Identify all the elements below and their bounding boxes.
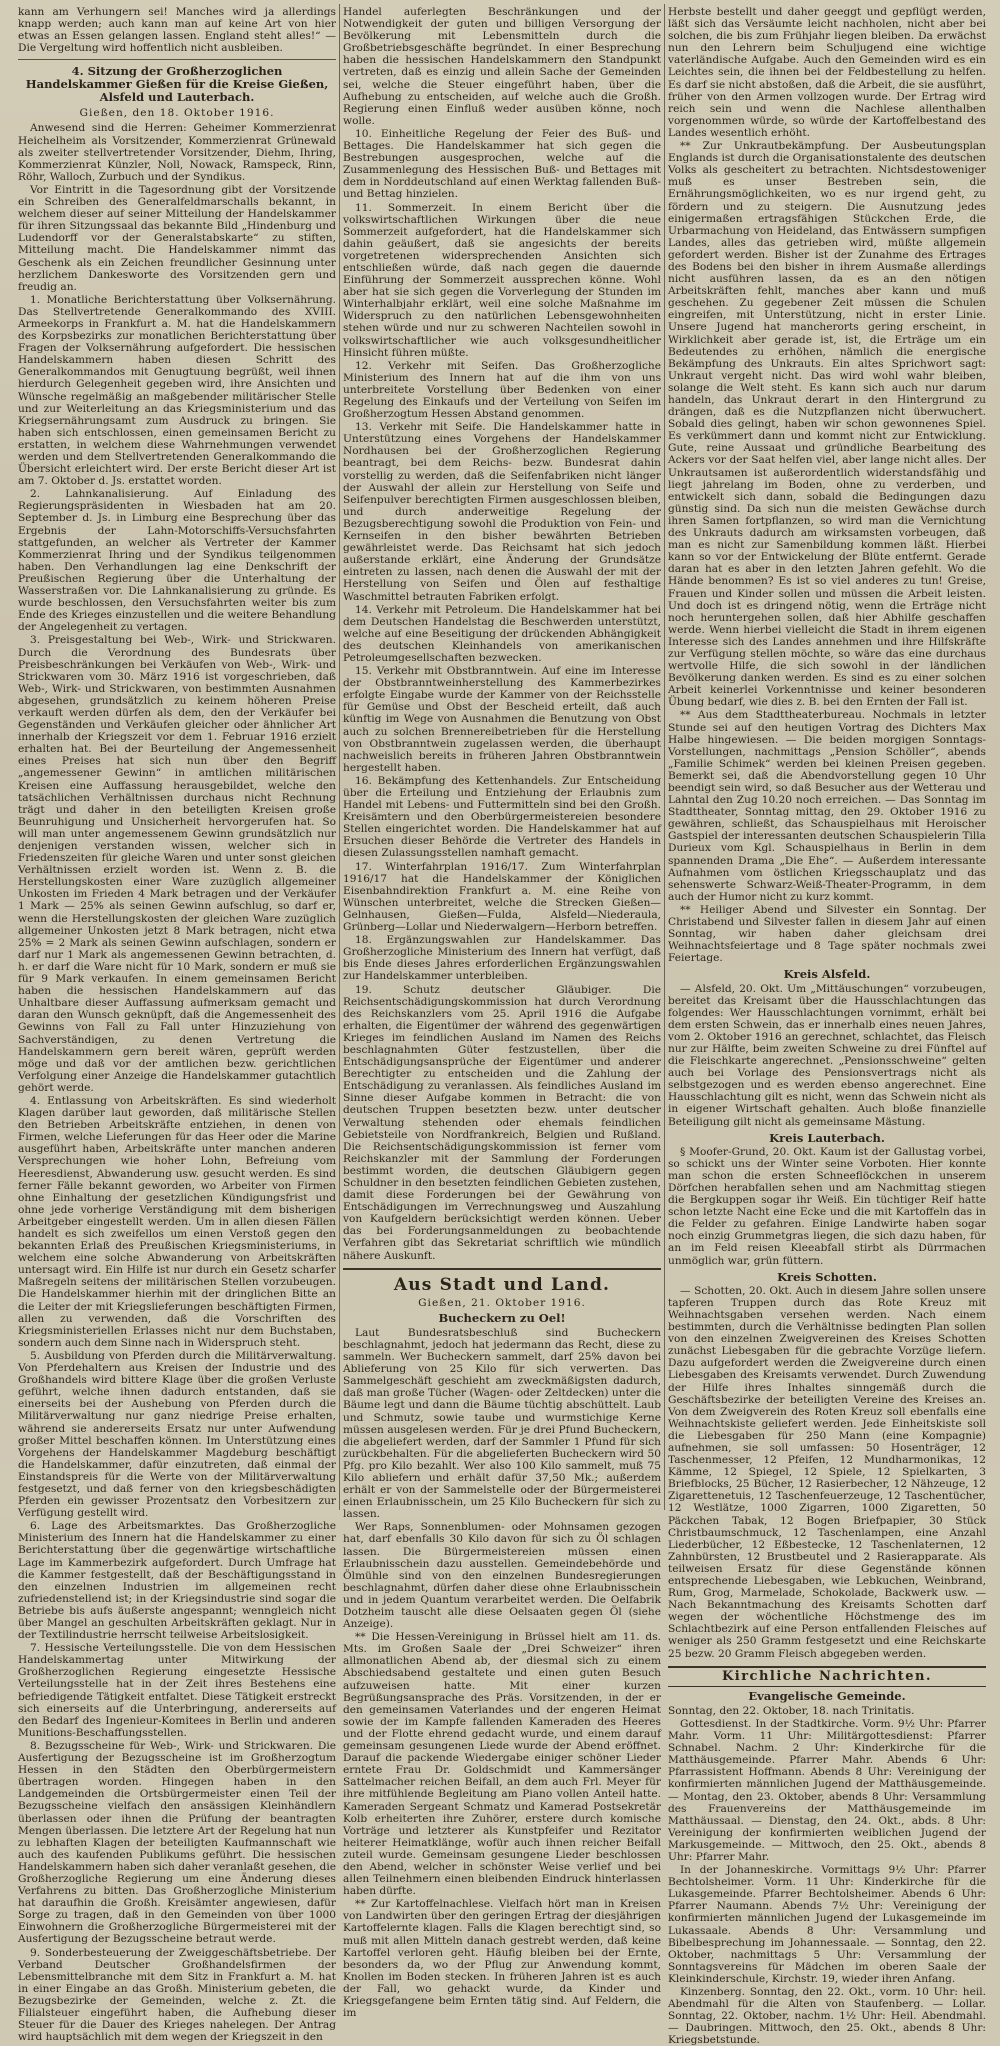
paragraph: 7. Hessische Verteilungsstelle. Die von dem Hessischen Handelskammertag unter Mitwirkung der Großherzoglichen Regierung eingesetzte Hessische Verteilungsstelle hat in der Zeit ihres Bestehens eine befriedigende Tätigkeit entfaltet. Diese Tätigkeit erstreckt sich einerseits auf die Unterbringung, andererseits auf den Bedarf des Ingenieur-Komitees in Berlin und anderen Munitions-Beschaffungsstellen. [18, 1642, 336, 1739]
paragraph: 3. Preisgestaltung bei Web-, Wirk- und Strickwaren. Durch die Verordnung des Bundesrats über Preisbeschränkungen bei Verkäufen von Web-, Wirk- und Strickwaren vom 30. März 1916 ist vorgeschrieben, daß Web-, Wirk- und Strickwaren, von bestimmten Ausnahmen abgesehen, grundsätzlich zu keinem höheren Preise verkauft werden dürfen als dem, den der Verkäufer bei Gegenständen und Verkäufen gleicher oder ähnlicher Art innerhalb der Kriegszeit vor dem 1. Februar 1916 erzielt erhalten hat. Bei der Beurteilung der Angemessenheit eines Preises hat sich nun über den Begriff „angemessener Gewinn“ in amtlichen militärischen Kreisen eine Auffassung herausgebildet, welche den tatsächlichen Verhältnissen durchaus nicht Rechnung trägt und daher in den beteiligten Kreisen große Beunruhigung und Unsicherheit hervorgerufen hat. So will man unter angemessenem Gewinn grundsätzlich nur denjenigen verstanden wissen, welcher sich in Friedenszeiten für gleiche Waren und unter sonst gleichen Verhältnissen erzielt worden ist. Wenn z. B. die Herstellungskosten einer Ware zuzüglich allgemeiner Unkosten im Frieden 4 Mark betragen und der Verkäufer 1 Mark — 25% als seinen Gewinn aufschlug, so darf er, wenn die Herstellungskosten der gleichen Ware zuzüglich allgemeiner Unkosten jetzt 8 Mark betragen, nicht etwa 25% = 2 Mark als seinen Gewinn aufschlagen, sondern er darf nur 1 Mark als angemessenen Gewinn betrachten, d. h. er darf die Ware nicht für 10 Mark, sondern er muß sie für 9 Mark verkaufen. In einem gemeinsamen Bericht haben die hessischen Handelskammern auf das Unhaltbare dieser Auffassung aufmerksam gemacht und daran den Wunsch geknüpft, daß die Angemessenheit des Gewinns von Fall zu Fall unter Hinzuziehung von Sachverständigen, zu denen Vertretung die Handelskammern gern bereit wären, geprüft werden möge und daß vor der amtlichen bezw. gerichtlichen Verfolgung einer Anzeige die Handelskammer gutachtlich gehört werde. [18, 634, 336, 1094]
paragraph: 1. Monatliche Berichterstattung über Volksernährung. Das Stellvertretende Generalkommando des XVIII. Armeekorps in Frankfurt a. M. hat die Handelskammern des Korpsbezirks zur monatlichen Berichterstattung über Fragen der Volksernährung aufgefordert. Die hessischen Handelskammern haben diesen Schritt des Generalkommandos mit Genugtuung begrüßt, weil ihnen hierdurch Gelegenheit gegeben wird, ihre Ansichten und Wünsche regelmäßig an maßgebender militärischer Stelle und zur Weiterleitung an das Kriegsministerium und das Kriegsernährungsamt zum Ausdruck zu bringen. Sie haben sich entschlossen, einen gemeinsamen Bericht zu erstatten, in welchem diese Wahrnehmungen verwendet werden und dem Stellvertretenden Generalkommando die Übersicht erleichtert wird. Der erste Bericht dieser Art ist am 7. Oktober d. Js. erstattet worden. [18, 293, 336, 488]
paragraph: Laut Bundesratsbeschluß sind Bucheckern beschlagnahmt, jedoch hat jedermann das Recht, diese zu sammeln. Wer Bucheckern sammelt, darf 25% davon bei Ablieferung von 25 Kilo für sich verwerten. Das Sammelgeschäft geschieht am zweckmäßigsten dadurch, daß man große Tücher (Wagen- oder Zeltdecken) unter die Bäume legt und dann die Bäume tüchtig abschüttelt. Laub und Schmutz, sowie taube und wurmstichige Kerne müssen ausgelesen werden. Für je drei Pfund Bucheckern, die abgeliefert werden, darf der Sammler 1 Pfund für sich zurückbehalten. Für die abgelieferten Bucheckern wird 50 Pfg. pro Kilo bezahlt. Wer also 100 Kilo sammelt, muß 75 Kilo abliefern und erhält dafür 37,50 Mk.; außerdem erhält er von der Sammelstelle oder der Bürgermeisterei einen Erlaubnisschein, um 25 Kilo Bucheckern für sich zu lassen. [343, 1326, 661, 1521]
paragraph: ** Aus dem Stadttheaterbureau. Nochmals in letzter Stunde sei auf den heutigen Vortrag des Dichters Max Halbe hingewiesen. — Die beiden morgigen Sonntags-Vorstellungen, nachmittags „Pension Schöller“, abends „Familie Schimek“ werden bei kleinen Preisen gegeben. Bemerkt sei, daß die Abendvorstellung gegen 10 Uhr beendigt sein wird, so daß Besucher aus der Wetterau und Lahntal den Zug 10.20 noch erreichen. — Das Sonntag im Stadttheater, Sonntag mittag, den 29. Oktober 1916 zu gewähren, schließt, das Schauspielhaus mit Heroischer Gastspiel der interessanten deutschen Schauspielerin Tilla Durieux vom Kgl. Schauspielhaus in Berlin in dem spannenden Drama „Die Ehe“. — Außerdem interessante Aufnahmen vom östlichen Kriegsschauplatz und das sehenswerte Schwarz-Weiß-Theater-Programm, in dem auch der Humor nicht zu kurz kommt. [668, 709, 986, 903]
paragraph: — Alsfeld, 20. Okt. Um „Mittäuschungen“ vorzubeugen, bereitet das Kreisamt über die Hausschlachtungen das folgendes: Wer Hausschlachtungen vornimmt, erhält bei dem ersten Schwein, das er innerhalb eines neuen Jahres, vom 2. Oktober 1916 an gerechnet, schlachtet, das Fleisch nur zur Hälfte, beim zweiten Schweine zu drei Fünftel auf die Fleischkarte angerechnet. „Pensionsschweine“ gelten auch bei Vorlage des Pensionsvertrags nicht als selbstgezogen und es werden ebenso angerechnet. Eine Hausschlachtung gilt es nicht, wenn das Schwein nicht als in eigener Wirtschaft gehalten. Auch bloße finanzielle Beteiligung gilt nicht als gemeinsame Mästung. [668, 982, 986, 1128]
column-middle [343, 6, 661, 2020]
paragraph: § Moofer-Grund, 20. Okt. Kaum ist der Gallustag vorbei, so schickt uns der Winter seine Vorboten. Hier konnte man schon die ersten Schneeflöckchen in unserem Dörfchen herabfallen sehen und am Nachmittag stiegen die Bergkuppen sogar ihr Weiß. Ein tüchtiger Reif hatte schon letzte Nacht eine Ecke und die mit Kartoffeln das in die Felder zu gefahren. Einige Landwirte haben sogar noch einzig Grummetgras liegen, die sich dazu haben, für an im Feld reisen Kleeabfall stirbt als Dürrmachen unmöglich war, grün füttern. [668, 1145, 986, 1267]
paragraph: ** Zur Kartoffelnachlese. Vielfach hört man in Kreisen von Landwirten über den geringen Ertrag der diesjährigen Kartoffelernte klagen. Falls die Klagen berechtigt sind, so muß mit allen Mitteln danach gestrebt werden, daß keine Kartoffel verloren geht. Häufig bleiben bei der Ernte, besonders da, wo der Pflug zur Anwendung kommt, Knollen im Boden stecken. In früheren Jahren ist es auch der Fall, wo gehackt wurde, da Kinder und Kriegsgefangene beim Ernten tätig sind. Auf Feldern, die im [343, 1898, 661, 2020]
paragraph: 11. Sommerzeit. In einem Bericht über die volkswirtschaftlichen Wirkungen über die neue Sommerzeit aufgefordert, hat die Handelskammer sich dahin geäußert, daß sie angesichts der bereits vorgetretenen widersprechenden Ansichten sich entschließen würde, daß nach gegen die dauernde Einführung der Sommerzeit aussprechen könne. Wohl aber hat sie sich gegen die Vorverlegung der Stunden im Winterhalbjahr erklärt, weil eine solche Maßnahme im Widerspruch zu den natürlichen Lebensgewohnheiten stehen würde und nur zu schweren Nachteilen sowohl in volkswirtschaftlicher wie auch volksgesundheitlicher Hinsicht führen müßte. [343, 201, 661, 359]
church-news-title: Kirchliche Nachrichten. [668, 1666, 986, 1687]
paragraph: 6. Lage des Arbeitsmarktes. Das Großherzogliche Ministerium des Innern hat die Handelskammer zu einer Berichterstattung über die gegenwärtige wirtschaftliche Lage im Kammerbezirk aufgefordert. Durch Umfrage hat die Kammer festgestellt, daß der Beschäftigungsstand in den einzelnen Industrien im allgemeinen recht zufriedenstellend ist; in der Kriegsindustrie sind sogar die Betriebe bis aufs äußerste angespannt; wenngleich nicht über Mangel an geschulten Arbeitskräften geklagt. Nur in der Textilindustrie herrscht teilweise Arbeitslosigkeit. [18, 1520, 336, 1642]
paragraph: ** Zur Unkrautbekämpfung. Der Ausbeutungsplan Englands ist durch die Organisationstalente des deutschen Volks als gescheitert zu betrachten. Nichtsdestoweniger muß es unser Bestreben sein, die Ernährungsmöglichkeiten, wo es nur irgend geht, zu fördern und zu steigern. Die Ausnutzung jedes einigermaßen ertragsfähigen Stückchen Erde, die Urbarmachung von Heideland, das Entwässern sumpfigen Landes, alles das getrieben wird, müßte allgemein gefordert werden. Bisher ist der Zunahme des Ertrages des Bodens bei den bisher in ihrem Ausmaße allerdings nicht ausführen lassen, da es an den nötigen Arbeitskräften fehlt, manches aber kann und muß geschehen. Zu gegebener Zeit müssen die Schulen eingreifen, mit Unterstützung, nicht in erster Linie. Unsere Jugend hat mancherorts gering erscheint, in Wirklichkeit aber gerade ist, ist, die Erträge um ein Bedeutendes zu erhöhen, nämlich die energische Bekämpfung des Unkrauts. Ein altes Sprichwort sagt: Unkraut vergeht nicht. Das wird wohl wahr bleiben, solange die Welt steht. Es kann sich auch nur darum handeln, das Unkraut derart in den Hintergrund zu drängen, daß es die Nutzpflanzen nicht überwuchert. Sobald dies gelingt, haben wir schon gewonnenes Spiel. Es verkümmert dann und kommt nicht zur Entwicklung. Gute, reine Aussaat und gründliche Bearbeitung des Ackers vor der Saat helfen viel, aber lange nicht alles. Der Unkrautsamen ist außerordentlich widerstandsfähig und liegt jahrelang im Boden, ohne zu verderben, und entwickelt sich dann, sobald die Bedingungen dazu günstig sind. Da sich nun die meisten Gewächse durch ihren Samen fortpflanzen, so wird man die Vernichtung des Unkrauts dadurch am wirksamsten vorbeugen, daß man es nicht zur Samenbildung kommen läßt. Hierbei kann so vor der Entwickelung der Blüte entfernt. Gerade daran hat es aber in den letzten Jahren gefehlt. Wo die Hände benommen? Es ist so viel anderes zu tun! Greise, Frauen und Kinder sollen und müssen die Arbeit leisten. Und doch ist es dringend nötig, wenn die Erträge nicht noch heruntergehen sollen, daß hier Abhilfe geschaffen werde. Wenn hierbei vielleicht die Stadt in ihrem eigenen Interesse sich des Landes annehmen und ihre Hilfskräfte zur Verfügung stellen möchte, so wäre das eine durchaus wertvolle Hilfe, die sich sowohl in der ländlichen Bevölkerung danken werden. Es sind es zu einer solchen Arbeit keinerlei Vorkenntnisse und keiner besonderen Übung bedarf, wie dies z. B. bei den Ernten der Fall ist. [668, 140, 986, 709]
paragraph: 4. Entlassung von Arbeitskräften. Es sind wiederholt Klagen darüber laut geworden, daß militärische Stellen den Betrieben Arbeitskräfte entziehen, in denen von Firmen, welche Lieferungen für das Heer oder die Marine ausgeführt haben, Arbeitskräfte unter manchen anderen Versprechungen wie hoher Lohn, Befreiung vom Heeresdienst, Abwanderung usw. gesucht werden. Es sind ferner Fälle bekannt geworden, wo Arbeiter von Firmen ohne Einhaltung der gesetzlichen Kündigungsfrist und ohne jede vorherige Verständigung mit dem bisherigen Arbeitgeber eingestellt werden. Um in allen diesen Fällen handelt es sich zweifellos um einen Verstoß gegen den bekannten Erlaß des Preußischen Kriegsministeriums, in welchem eine solche Abwanderung von Arbeitskräften untersagt wird. Ein Hilfe ist nur durch ein Gesetz scharfer Maßregeln seitens der militärischen Stellen vorzubeugen. Die Handelskammer hierhin mit der dringlichen Bitte an die Leiter der mit Kriegslieferungen beschäftigten Firmen, allen zu verwenden, daß die Vorschriften des Kriegsministeriellen Erlasses nicht nur dem Buchstaben, sondern auch dem Sinne nach in Widerspruch steht. [18, 1094, 336, 1349]
paragraph: 14. Verkehr mit Petroleum. Die Handelskammer hat bei dem Deutschen Handelstag die Beschwerden unterstützt, welche auf eine Beseitigung der drückenden Abhängigkeit des deutschen Kleinhandels von amerikanischen Petroleumgesellschaften bezwecken. [343, 603, 661, 664]
paragraph: In der Johanneskirche. Vormittags 9½ Uhr: Pfarrer Bechtolsheimer. Vorm. 11 Uhr: Kinderkirche für die Lukasgemeinde. Pfarrer Bechtolsheimer. Abends 6 Uhr: Pfarrer Naumann. Abends 7½ Uhr: Vereinigung der konfirmierten männlichen Jugend der Lukasgemeinde im Lukassaale. Abends 8 Uhr: Versammlung und Bibelbesprechung im Johannessaale. — Sonntag, den 22. Oktober, nachmittags 5 Uhr: Versammlung der Sonntagsvereins für Mädchen im oberen Saale der Kleinkinderschule, Kirchstr. 19, wieder ihren Anfang. [668, 1864, 986, 1985]
column-rule [664, 4, 665, 1510]
article-intro: kann am Verhungern sei! Manches wird ja allerdings knapp werden; auch kann man auf keine Art von hier etwas an Essen gelangen lassen. England steht alles!“ — Die Vergeltung wird hoffentlich nicht ausbleiben. [18, 6, 336, 55]
paragraph: Herbste bestellt und daher geeggt und gepflügt werden, läßt sich das Versäumte leicht nachholen, nicht aber bei solchen, die bis zum Frühjahr liegen bleiben. Da erwächst nun den Lehrern beim Schuljugend eine wichtige vaterländische Aufgabe. Auch den Gemeinden wird es ein Leichtes sein, die ihnen bei der Feldbestellung zu helfen. Es darf sie nicht abstoßen, daß die Arbeit, die sie ausführt, früher von den Armen vollzogen wurde. Der Ertrag wird reich sein und wenn die Nachlese allenthalben vorgenommen würde, so würde der Kartoffelbestand des Landes wesentlich erhöht. [668, 6, 986, 139]
paragraph: ** Heiliger Abend und Silvester ein Sonntag. Der Christabend und Silvester fallen in diesem Jahr auf einen Sonntag, wir haben daher gleichsam drei Weihnachtsfeiertage und 8 Tage später nochmals zwei Feiertage. [668, 903, 986, 965]
paragraph: 18. Ergänzungswahlen zur Handelskammer. Das Großherzogliche Ministerium des Innern hat verfügt, daß bis Ende dieses Jahres erforderlichen Ergänzungswahlen zur Handelskammer unterbleiben. [343, 934, 661, 983]
paragraph: ** Die Hessen-Vereinigung in Brüssel hielt am 11. ds. Mts. im Großen Saale der „Drei Schweizer“ ihren allmonatlichen Abend ab, der diesmal sich zu einem Abschiedsabend gestaltete und einen guten Besuch aufzuweisen hatte. Mit einer kurzen Begrüßungsansprache des Präs. Vorsitzenden, in der er den gemeinsamen Vaterlandes und der engeren Heimat sowie der im Kampfe fallenden Kameraden des Heeres und der Flotte ehrend gedacht wurde, und einem darauf gemeinsam gesungenen Liede wurde der Abend eröffnet. Darauf die packende Wiedergabe einiger schöner Lieder erntete Frau Dr. Goldschmidt und Kammersänger Sattelmacher reichen Beifall, an dem auch Frl. Meyer für ihre mitfühlende Begleitung am Piano vollen Anteil hatte. Kameraden Sergeant Schmatz und Kamerad Postsekretär Kolb erheiterten ihre Zuhörer, erstere durch komische Vorträge und letzterer als Kunstpfeifer und Rezitator heiterer Heimatklänge, wofür auch ihnen reicher Beifall zuteil wurde. Gemeinsam gesungene Lieder beschlossen den Abend, welcher in schönster Weise verlief und bei allen Teilnehmern einen bleibenden Eindruck hinterlassen haben dürfte. [343, 1631, 661, 1898]
article-subhead: Bucheckern zu Oel! [438, 1310, 566, 1325]
paragraph: Handel auferlegten Beschränkungen und der Notwendigkeit der guten und billigen Versorgung der Bevölkerung mit Lebensmitteln durch die Großbetriebsgeschäfte begründet. In einer Besprechung haben die hessischen Handelskammern den Standpunkt vertreten, daß es einzig und allein Sache der Gemeinden sei, welche die Steuer eingeführt haben, über die Aufhebung zu entscheiden, auf welche auch die Großh. Regierung einen Einfluß weder ausüben könne, noch wolle. [343, 6, 661, 127]
district-heading: Kreis Lauterbach. [769, 1130, 885, 1145]
district-heading: Kreis Alsfeld. [783, 967, 871, 982]
church-news-subhead: Evangelische Gemeinde. [748, 1688, 906, 1703]
article-heading: 4. Sitzung der Großherzoglichen Handelskammer Gießen für die Kreise Gießen, Alsfeld und Lauterbach. [25, 64, 329, 105]
section-dateline: Gießen, 21. Oktober 1916. [418, 1296, 586, 1309]
paragraph: 15. Verkehr mit Obstbranntwein. Auf eine im Interesse der Obstbranntweinherstellung des Kammerbezirkes erfolgte Eingabe wurde der Kammer von der Reichsstelle für Gemüse und Obst der Bescheid erteilt, daß auch künftig im Wege von Ausnahmen die Benutzung von Obst auch zu solchen Brennereibetrieben für die Herstellung von Obstbranntwein zugelassen werden, die überhaupt nachweislich bereits in früheren Jahren Obstbranntwein hergestellt haben. [343, 665, 661, 774]
divider [18, 59, 336, 60]
paragraph: 16. Bekämpfung des Kettenhandels. Zur Entscheidung über die Erteilung und Entziehung der Erlaubnis zum Handel mit Lebens- und Futtermitteln sind bei den Großh. Kreisämtern und den Oberbürgermeistereien besondere Stellen eingerichtet worden. Die Handelskammer hat auf Ersuchen dieser Behörde die Vertreter des Handels in diesen Zulassungsstellen namhaft gemacht. [343, 774, 661, 860]
column-right [668, 6, 986, 2046]
paragraph: Vor Eintritt in die Tagesordnung gibt der Vorsitzende ein Schreiben des Generalfeldmarschalls bekannt, in welchem dieser auf seiner Mitteilung der Handelskammer für ihren Sitzungssaal das bekannte Bild „Hindenburg und Ludendorff vor der Generalstabskarte“ zu stiften, Mitteilung macht. Die Handelskammer nimmt das Geschenk als ein Zeichen freundlicher Gesinnung unter herzlichem Dankesworte des Vorsitzenden gern und freudig an. [18, 183, 336, 293]
paragraph: 5. Ausbildung von Pferden durch die Militärverwaltung. Von Pferdehaltern aus Kreisen der Industrie und des Großhandels wird bittere Klage über die großen Verluste geführt, welche ihnen dadurch entstanden, daß sie einerseits bei der Aushebung von Pferden durch die Militärverwaltung nur ganz niedrige Preise erhalten, während sie andererseits Ersatz nur unter Aufwendung großer Mittel beschaffen können. Im Unterstützung eines Vorgehens der Handelskammer Magdeburg beschäftigt die Handelskammer, dafür einzutreten, daß einmal der Einstandspreis für die Werte von der Militärverwaltung festgesetzt, und daß ferner von den kriegsbeschädigten Pferden ein gewisser Prozentsatz den Vorbesitzern zur Verfügung gestellt wird. [18, 1349, 336, 1520]
paragraph: 19. Schutz deutscher Gläubiger. Die Reichsentschädigungskommission hat durch Verordnung des Reichskanzlers vom 25. April 1916 die Aufgabe erhalten, die Eigentümer der während des gegenwärtigen Krieges im feindlichen Ausland im Namen des Reichs beschlagnahmten Güter festzustellen, über die Entschädigungsansprüche der Eigentümer und anderer Berechtigter zu entscheiden und die Zahlung der Entschädigung zu veranlassen. Als feindliches Ausland im Sinne dieser Aufgabe kommen in Betracht: die von deutschen Truppen besetzten bezw. unter deutscher Verwaltung stehenden oder ehemals feindlichen Gebietsteile von Nordfrankreich, Belgien und Rußland. Die Reichsentschädigungskommission ist ferner vom Reichskanzler mit der Sammlung der Forderungen bestimmt worden, die deutschen Gläubigern gegen Schuldner in den besetzten feindlichen Gebieten zustehen, damit diese Forderungen bei der Gewährung von Entschädigungen im Verrechnungsweg und Auszahlung von Kaufgeldern berücksichtigt werden können. Ueber das bei Forderungsanmeldungen zu beobachtende Verfahren gibt das Sekretariat schriftlich wie mündlich nähere Auskunft. [343, 983, 661, 1262]
paragraph: Kinzenberg. Sonntag, den 22. Okt., vorm. 10 Uhr: heil. Abendmahl für die Alten von Staufenberg. — Lollar. Sonntag, 22. Oktober, nachm. 1½ Uhr: Heil. Abendmahl. — Daubringen. Mittwoch, den 25. Okt., abends 8 Uhr: Kriegsbetstunde. [668, 1986, 986, 2046]
column-left [18, 6, 336, 2044]
paragraph: 2. Lahnkanalisierung. Auf Einladung des Regierungspräsidenten in Wiesbaden hat am 20. September d. Js. in Limburg eine Besprechung über das Ergebnis der Lahn-Motorschiffs-Versuchsfahrten stattgefunden, an welcher als Vertreter der Kammer Kommerzienrat Ihring und der Syndikus teilgenommen haben. Den Verhandlungen lag eine Denkschrift der Preußischen Regierung über die Unterhaltung der Wasserstraßen vor. Die Lahnkanalisierung zu gründe. Es wurde beschlossen, den Versuchsfahrten weiter bis zum Ende des Krieges einzustellen und die weitere Behandlung der Angelegenheit zu vertagen. [18, 488, 336, 634]
paragraph: — Schotten, 20. Okt. Auch in diesem Jahre sollen unsere tapferen Truppen durch das Rote Kreuz mit Weihnachtsgaben versehen werden. Nach einem bestimmten, durch die Verhältnisse bedingten Plan sollen von den einzelnen Zweigvereinen des Kreises Schotten zunächst Liebesgaben für die gebrachte Vorzüge liefern. Dazu aufgefordert werden die Zweigvereine durch einen Liebesgaben des Kreisamts verwendet. Durch Zuwendung der Hilfe ihres Inhaltes sinngemäß durch die Geschäftsbezirke der beteiligten Vereine des Kreises an. Von dem Zweigverein des Roten Kreuz soll ebenfalls eine Weihnachtskiste geliefert werden. Jede Einheitskiste soll die Liebesgaben für 250 Mann (eine Kompagnie) aufnehmen, sie soll umfassen: 50 Hosenträger, 12 Taschenmesser, 12 Pfeifen, 12 Mundharmonikas, 12 Kämme, 12 Spiegel, 12 Spiele, 12 Spielkarten, 3 Briefblocks, 25 Bücher, 12 Rasierbecher, 12 Nähzeuge, 12 Zigarettenetuis, 12 Taschenfeuerzeuge, 12 Taschentücher, 12 Westlätze, 1000 Zigarren, 1000 Zigaretten, 50 Päckchen Tabak, 12 Bogen Briefpapier, 30 Stück Christbaumschmuck, 12 Taschenlampen, eine Anzahl Liederbücher, 12 Eßbestecke, 12 Taschenlaternen, 12 Zahnbürsten, 12 Brustbeutel und 2 Rasierapparate. Als teilweisen Ersatz für diese Gegenstände können entsprechende Liebesgaben, wie Lebkuchen, Weinbrand, Rum, Grog, Marmelade, Schokolade, Backwerk usw. — Nach Bekanntmachung des Kreisamts Schotten darf wegen der wöchentliche Höchstmenge des im Schlachtbezirk auf eine Person entfallenden Fleisches auf weniger als 250 Gramm festgesetzt und eine Reichskarte 25 bezw. 20 Gramm Fleisch abgegeben werden. [668, 1284, 986, 1660]
paragraph: Anwesend sind die Herren: Geheimer Kommerzienrat Heichelheim als Vorsitzender, Kommerzienrat Grünewald als zweiter stellvertretender Vorsitzender, Diehm, Ihring, Kommerzienrat Künzler, Noll, Nowack, Ramspeck, Rinn, Röhr, Walloch, Zurbuch und der Syndikus. [18, 122, 336, 183]
paragraph: Wer Raps, Sonnenblumen- oder Mohnsamen gezogen hat, darf ebenfalls 30 Kilo davon für sich zu Öl schlagen lassen. Die Bürgermeistereien müssen einen Erlaubnisschein dazu ausstellen. Gemeindebehörde und Ölmühle sind von den einzelnen Bundesregierungen beschlagnahmt, dürfen daher diese ohne Erlaubnisschein und in jedem Quantum verarbeitet werden. Die Oelfabrik Dotzheim tauscht alle diese Oelsaaten gegen Öl (siehe Anzeige). [343, 1521, 661, 1631]
paragraph: Sonntag, den 22. Oktober, 18. nach Trinitatis. [668, 1704, 915, 1717]
paragraph: 17. Winterfahrplan 1916/17. Zum Winterfahrplan 1916/17 hat die Handelskammer der Königlichen Eisenbahndirektion Frankfurt a. M. eine Reihe von Wünschen unterbreitet, welche die Strecken Gießen—Gelnhausen, Gießen—Fulda, Alsfeld—Niederaula, Grünberg—Lollar und Niederwalgern—Herborn betreffen. [343, 860, 661, 934]
article-dateline: Gießen, den 18. Oktober 1916. [79, 107, 275, 120]
paragraph: 8. Bezugsscheine für Web-, Wirk- und Strickwaren. Die Ausfertigung der Bezugsscheine ist im Großherzogtum Hessen in den Städten den Oberbürgermeistern übertragen worden. Hingegen haben in den Landgemeinden die Ortsbürgermeister einen Teil der Bezugsscheine vielfach den ansässigen Kleinhändlern überlassen oder ihnen die Prüfung der beantragten Mengen überlassen. Die letztere Art der Regelung hat nun zu lebhaften Klagen der beteiligten Kaufmannschaft wie auch des kaufenden Publikums geführt. Die hessischen Handelskammern haben sich daher veranlaßt gesehen, die Großherzogliche Regierung um eine Änderung dieses Verfahrens zu bitten. Das Großherzogliche Ministerium hat daraufhin die Großh. Kreisämter angewiesen, dafür Sorge zu tragen, daß in den Gemeinden von über 1000 Einwohnern die Großherzogliche Bürgermeisterei mit der Ausfertigung der Bezugsscheine betraut werde. [18, 1739, 336, 1946]
paragraph: 10. Einheitliche Regelung der Feier des Buß- und Bettages. Die Handelskammer hat sich gegen die Bestrebungen ausgesprochen, welche auf die Zusammenlegung des Hessischen Buß- und Bettages mit dem in Norddeutschland auf einen Werktag fallenden Buß- und Bettag hinzielen. [343, 127, 661, 201]
paragraph: 9. Sonderbesteuerung der Zweiggeschäftsbetriebe. Der Verband Deutscher Großhandelsfirmen der Lebensmittelbranche mit dem Sitz in Frankfurt a. M. hat in einer Eingabe an das Großh. Ministerium gebeten, die Bezugsbezirke der Gemeinden, welche z. Zt. die Filialsteuer eingeführt haben, die Aufhebung dieser Steuer für die Dauer des Krieges nahelegen. Der Antrag wird hauptsächlich mit dem wegen der Kriegszeit in den [18, 1946, 336, 2044]
paragraph: Gottesdienst. In der Stadtkirche. Vorm. 9½ Uhr: Pfarrer Mahr. Vorm. 11 Uhr: Militärgottesdienst: Pfarrer Schnabel. Nachm. 2 Uhr: Kinderkirche für die Matthäusgemeinde. Pfarrer Mahr. Abends 6 Uhr: Pfarrassistent Hoffmann. Abends 8 Uhr: Vereinigung der konfirmierten männlichen Jugend der Matthäusgemeinde. — Montag, den 23. Oktober, abends 8 Uhr: Versammlung des Frauenvereins der Matthäusgemeinde im Matthäussaal. — Dienstag, den 24. Okt., abds. 8 Uhr: Vereinigung der konfirmierten weiblichen Jugend der Markusgemeinde. — Mittwoch, den 25. Okt., abends 8 Uhr: Pfarrer Mahr. [668, 1717, 986, 1863]
district-heading: Kreis Schotten. [777, 1269, 877, 1284]
paragraph: 13. Verkehr mit Seife. Die Handelskammer hatte in Unterstützung eines Vorgehens der Handelskammer Nordhausen bei der Großherzoglichen Regierung beantragt, bei dem Reichs- bezw. Bundesrat dahin vorstellig zu werden, daß die Seifenfabriken nicht länger der Auswahl der allein zur Herstellung von Seife und Seifenpulver berechtigten Firmen ausgeschlossen bleiben, und durch anderweitige Regelung der Bezugsberechtigung sowohl die Produktion von Fein- und Kernseifen in den bisher bewährten Betrieben gewährleistet werde. Das Reichsamt hat sich jedoch außerstande erklärt, eine Änderung der Grundsätze eintreten zu lassen, nach denen die Auswahl der mit der Herstellung von Seifen und Ölen auf festhaltige Waschmittel betrauten Fabriken erfolgt. [343, 421, 661, 603]
paragraph: 12. Verkehr mit Seifen. Das Großherzogliche Ministerium des Innern hat auf die ihm von uns unterbreitete Vorstellung über Bedenken von einer Regelung des Einkaufs und der Verteilung von Seifen im Großherzogtum Hessen Abstand genommen. [343, 359, 661, 421]
section-title: Aus Stadt und Land. [343, 1268, 661, 1295]
column-rule [339, 4, 340, 1510]
